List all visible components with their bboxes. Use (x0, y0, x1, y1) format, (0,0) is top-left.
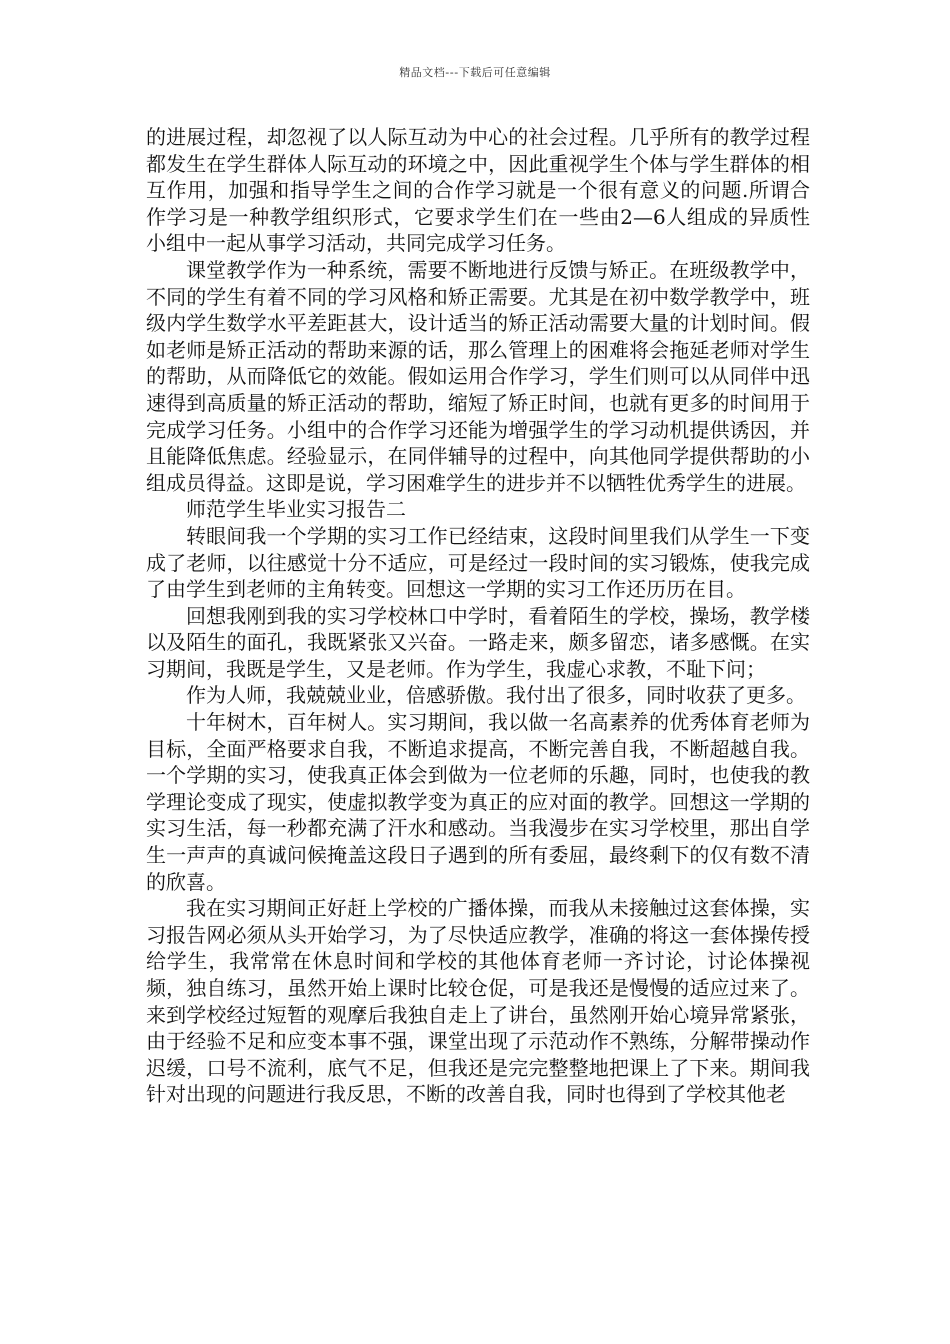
page-header: 精品文档---下载后可任意编辑 (399, 66, 551, 79)
paragraph-4: 回想我刚到我的实习学校林口中学时，看着陌生的学校，操场，教学楼以及陌生的面孔，我既紧张又兴奋。一路走来，颇多留恋，诸多感慨。在实习期间，我既是学生，又是老师。作为学生，我虚心求教，不耻下问； (146, 603, 810, 681)
paragraph-1: 的进展过程，却忽视了以人际互动为中心的社会过程。几乎所有的教学过程都发生在学生群体人际互动的环境之中，因此重视学生个体与学生群体的相互作用，加强和指导学生之间的合作学习就是一个很有意义的问题.所谓合作学习是一种教学组织形式，它要求学生们在一些由2—6人组成的异质性小组中一起从事学习活动，共同完成学习任务。 (146, 125, 810, 256)
paragraph-6: 十年树木，百年树人。实习期间，我以做一名高素养的优秀体育老师为目标，全面严格要求自我，不断追求提高，不断完善自我，不断超越自我。一个学期的实习，使我真正体会到做为一位老师的乐趣，同时，也使我的教学理论变成了现实，使虚拟教学变为真正的应对面的教学。回想这一学期的实习生活，每一秒都充满了汗水和感动。当我漫步在实习学校里，那出自学生一声声的真诚问候掩盖这段日子遇到的所有委屈，最终剩下的仅有数不清的欣喜。 (146, 710, 810, 894)
section-heading: 师范学生毕业实习报告二 (186, 497, 406, 522)
paragraph-3: 转眼间我一个学期的实习工作已经结束，这段时间里我们从学生一下变成了老师，以往感觉十分不适应，可是经过一段时间的实习锻炼，使我完成了由学生到老师的主角转变。回想这一学期的实习工作还历历在目。 (146, 523, 810, 602)
document-body (146, 124, 810, 1108)
paragraph-5: 作为人师，我兢兢业业，倍感骄傲。我付出了很多，同时收获了更多。 (186, 683, 806, 708)
paragraph-7: 我在实习期间正好赶上学校的广播体操，而我从未接触过这套体操，实习报告网必须从头开始学习，为了尽快适应教学，准确的将这一套体操传授给学生，我常常在休息时间和学校的其他体育老师一齐讨论，讨论体操视频，独自练习，虽然开始上课时比较仓促，可是我还是慢慢的适应过来了。来到学校经过短暂的观摩后我独自走上了讲台，虽然刚开始心境异常紧张，由于经验不足和应变本事不强，课堂出现了示范动作不熟练，分解带操动作迟缓，口号不流利，底气不足，但我还是完完整整地把课上了下来。期间我针对出现的问题进行我反思，不断的改善自我，同时也得到了学校其他老 (146, 896, 810, 1107)
paragraph-2: 课堂教学作为一种系统，需要不断地进行反馈与矫正。在班级教学中，不同的学生有着不同的学习风格和矫正需要。尤其是在初中数学教学中，班级内学生数学水平差距甚大，设计适当的矫正活动需要大量的计划时间。假如老师是矫正活动的帮助来源的话，那么管理上的困难将会拖延老师对学生的帮助，从而降低它的效能。假如运用合作学习，学生们则可以从同伴中迅速得到高质量的矫正活动的帮助，缩短了矫正时间，也就有更多的时间用于完成学习任务。小组中的合作学习还能为增强学生的学习动机提供诱因，并且能降低焦虑。经验显示，在同伴辅导的过程中，向其他同学提供帮助的小组成员得益。这即是说，学习困难学生的进步并不以牺牲优秀学生的进展。 (146, 257, 810, 495)
